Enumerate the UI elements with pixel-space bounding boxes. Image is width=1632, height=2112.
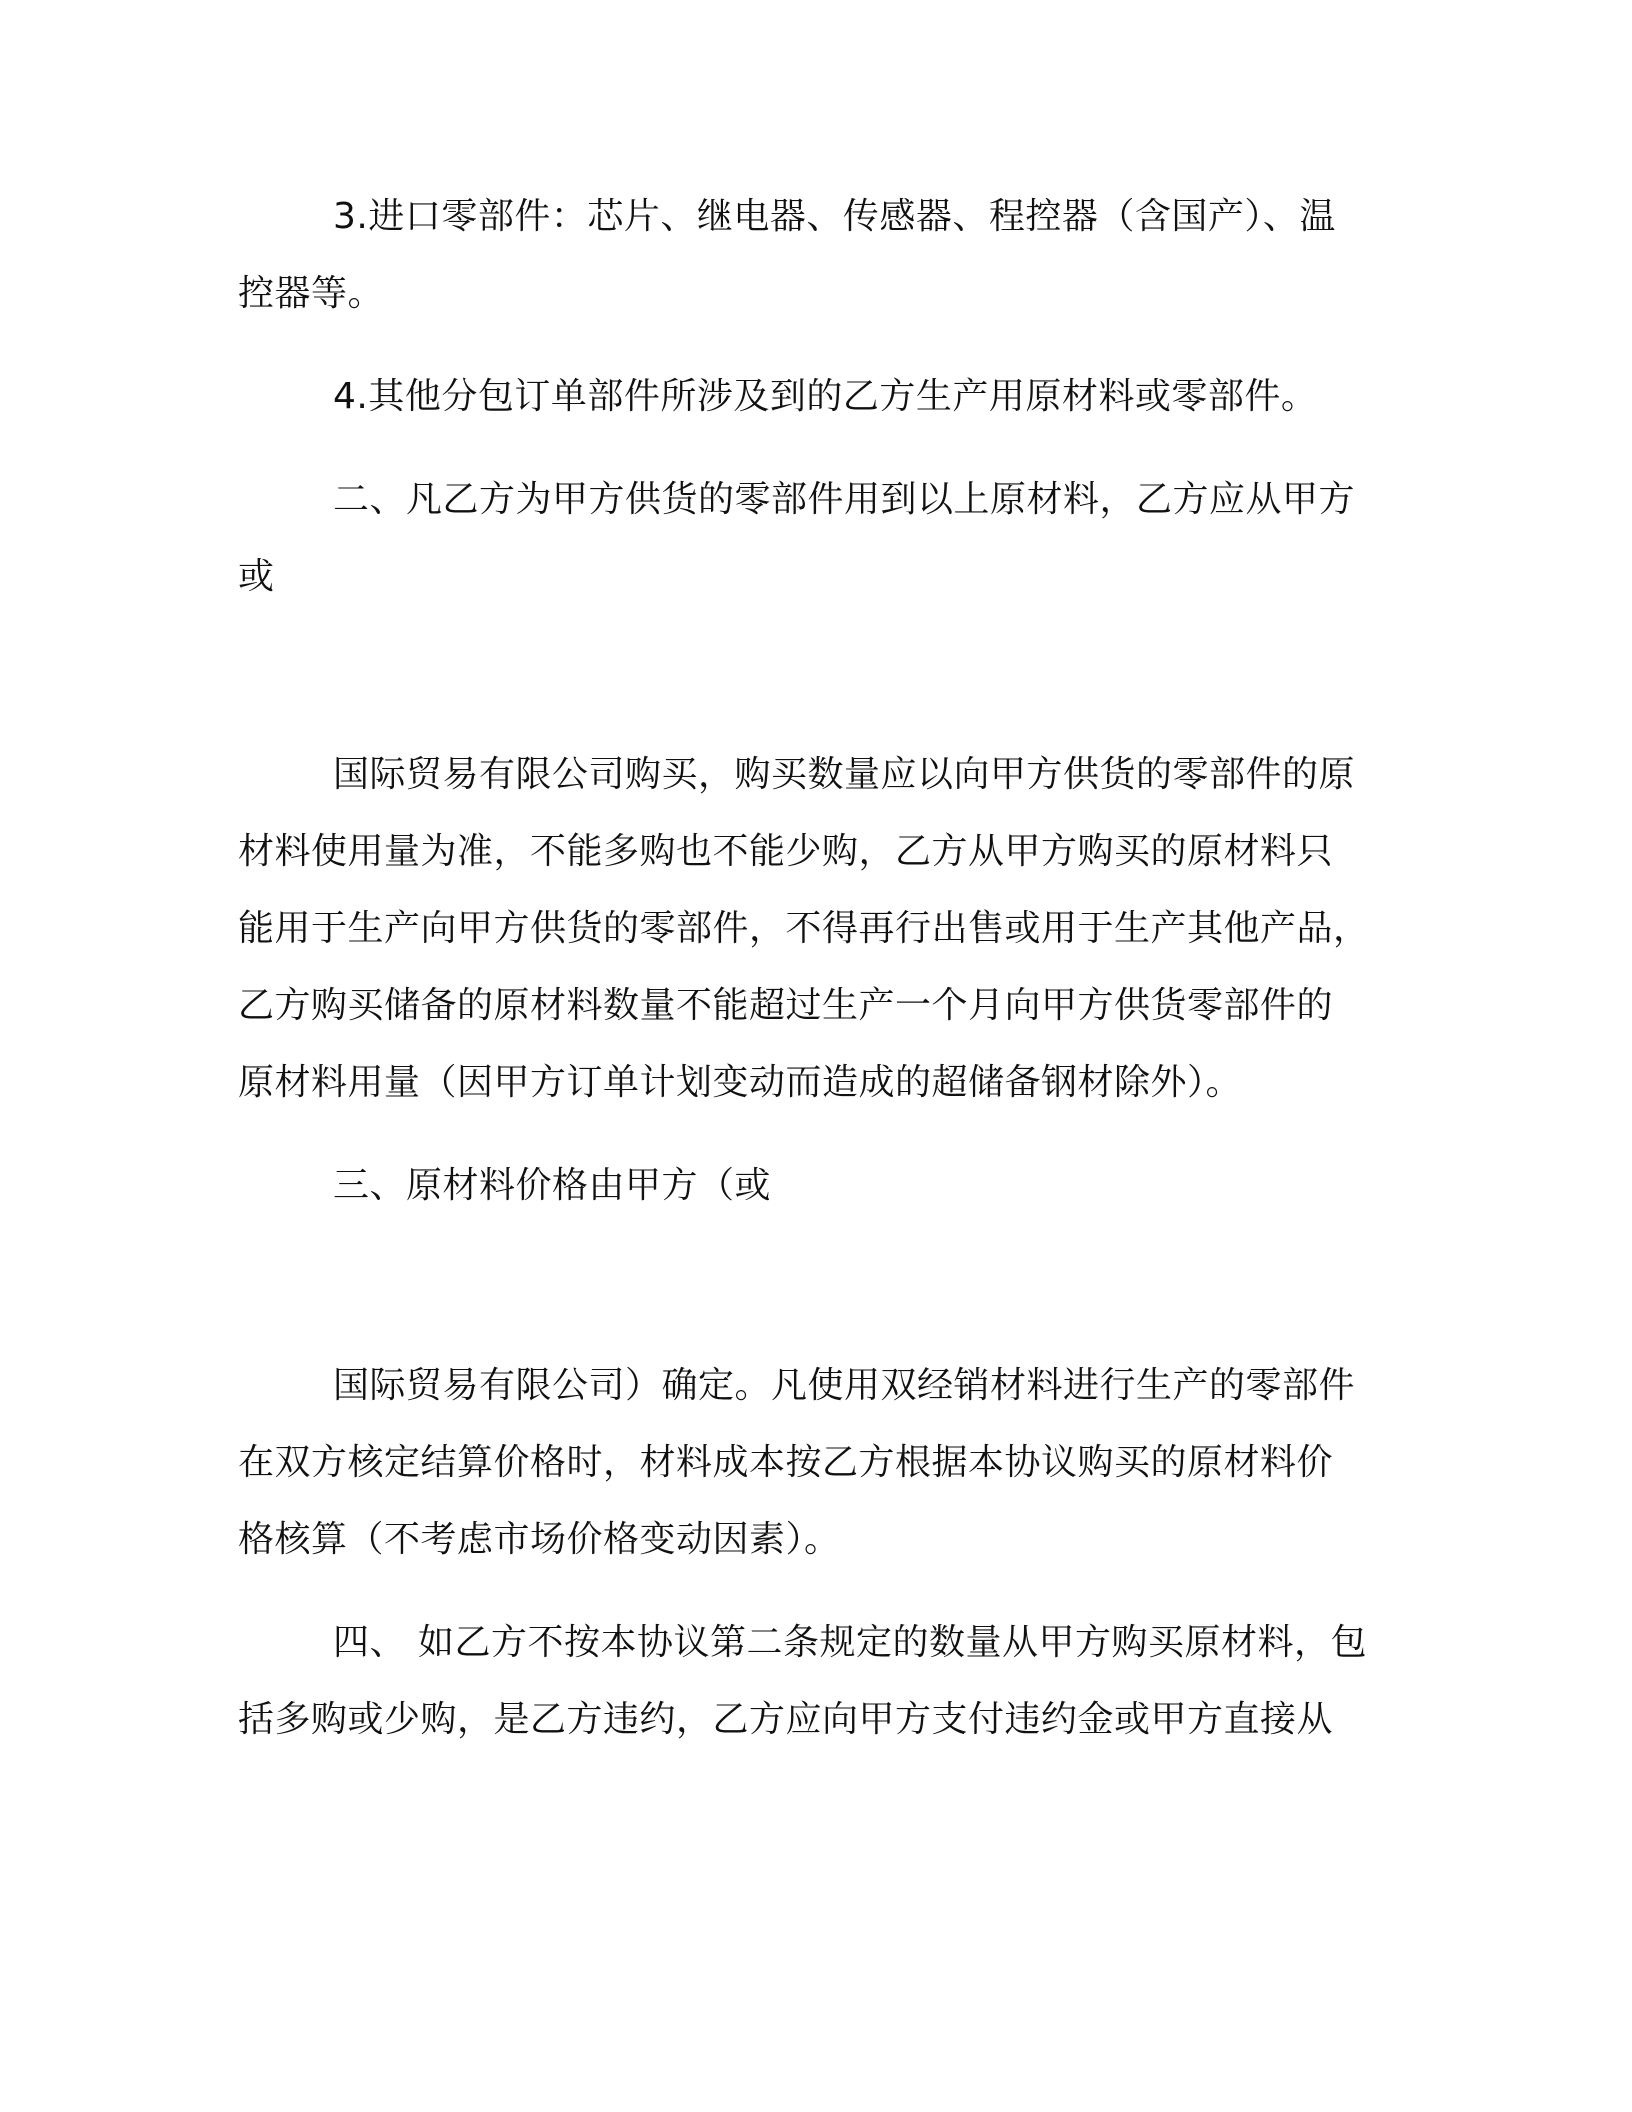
paragraph-line: 三、原材料价格由甲方（或 — [333, 1165, 772, 1206]
paragraph-line: 原材料用量（因甲方订单计划变动而造成的超储备钢材除外）。 — [238, 1062, 1243, 1103]
paragraph-line: 括多购或少购，是乙方违约，乙方应向甲方支付违约金或甲方直接从 — [238, 1699, 1334, 1740]
paragraph-line: 3.进口零部件：芯片、继电器、传感器、程控器（含国产）、温 — [333, 196, 1336, 237]
paragraph-line: 能用于生产向甲方供货的零部件，不得再行出售或用于生产其他产品， — [238, 908, 1370, 949]
paragraph-line: 4.其他分包订单部件所涉及到的乙方生产用原材料或零部件。 — [333, 376, 1318, 417]
paragraph-line: 乙方购买储备的原材料数量不能超过生产一个月向甲方供货零部件的 — [238, 985, 1334, 1026]
paragraph-line: 二、凡乙方为甲方供货的零部件用到以上原材料，乙方应从甲方 — [333, 479, 1356, 520]
paragraph-line: 控器等。 — [238, 273, 385, 314]
paragraph-line: 国际贸易有限公司购买，购买数量应以向甲方供货的零部件的原 — [333, 754, 1356, 795]
paragraph-line: 国际贸易有限公司）确定。凡使用双经销材料进行生产的零部件 — [333, 1365, 1356, 1406]
paragraph-line: 在双方核定结算价格时，材料成本按乙方根据本协议购买的原材料价 — [238, 1442, 1334, 1483]
paragraph-line: 格核算（不考虑市场价格变动因素）。 — [238, 1519, 841, 1560]
paragraph-line: 或 — [238, 556, 275, 597]
paragraph-line: 材料使用量为准，不能多购也不能少购，乙方从甲方购买的原材料只 — [238, 831, 1334, 872]
paragraph-line: 四、 如乙方不按本协议第二条规定的数量从甲方购买原材料，包 — [333, 1622, 1367, 1663]
